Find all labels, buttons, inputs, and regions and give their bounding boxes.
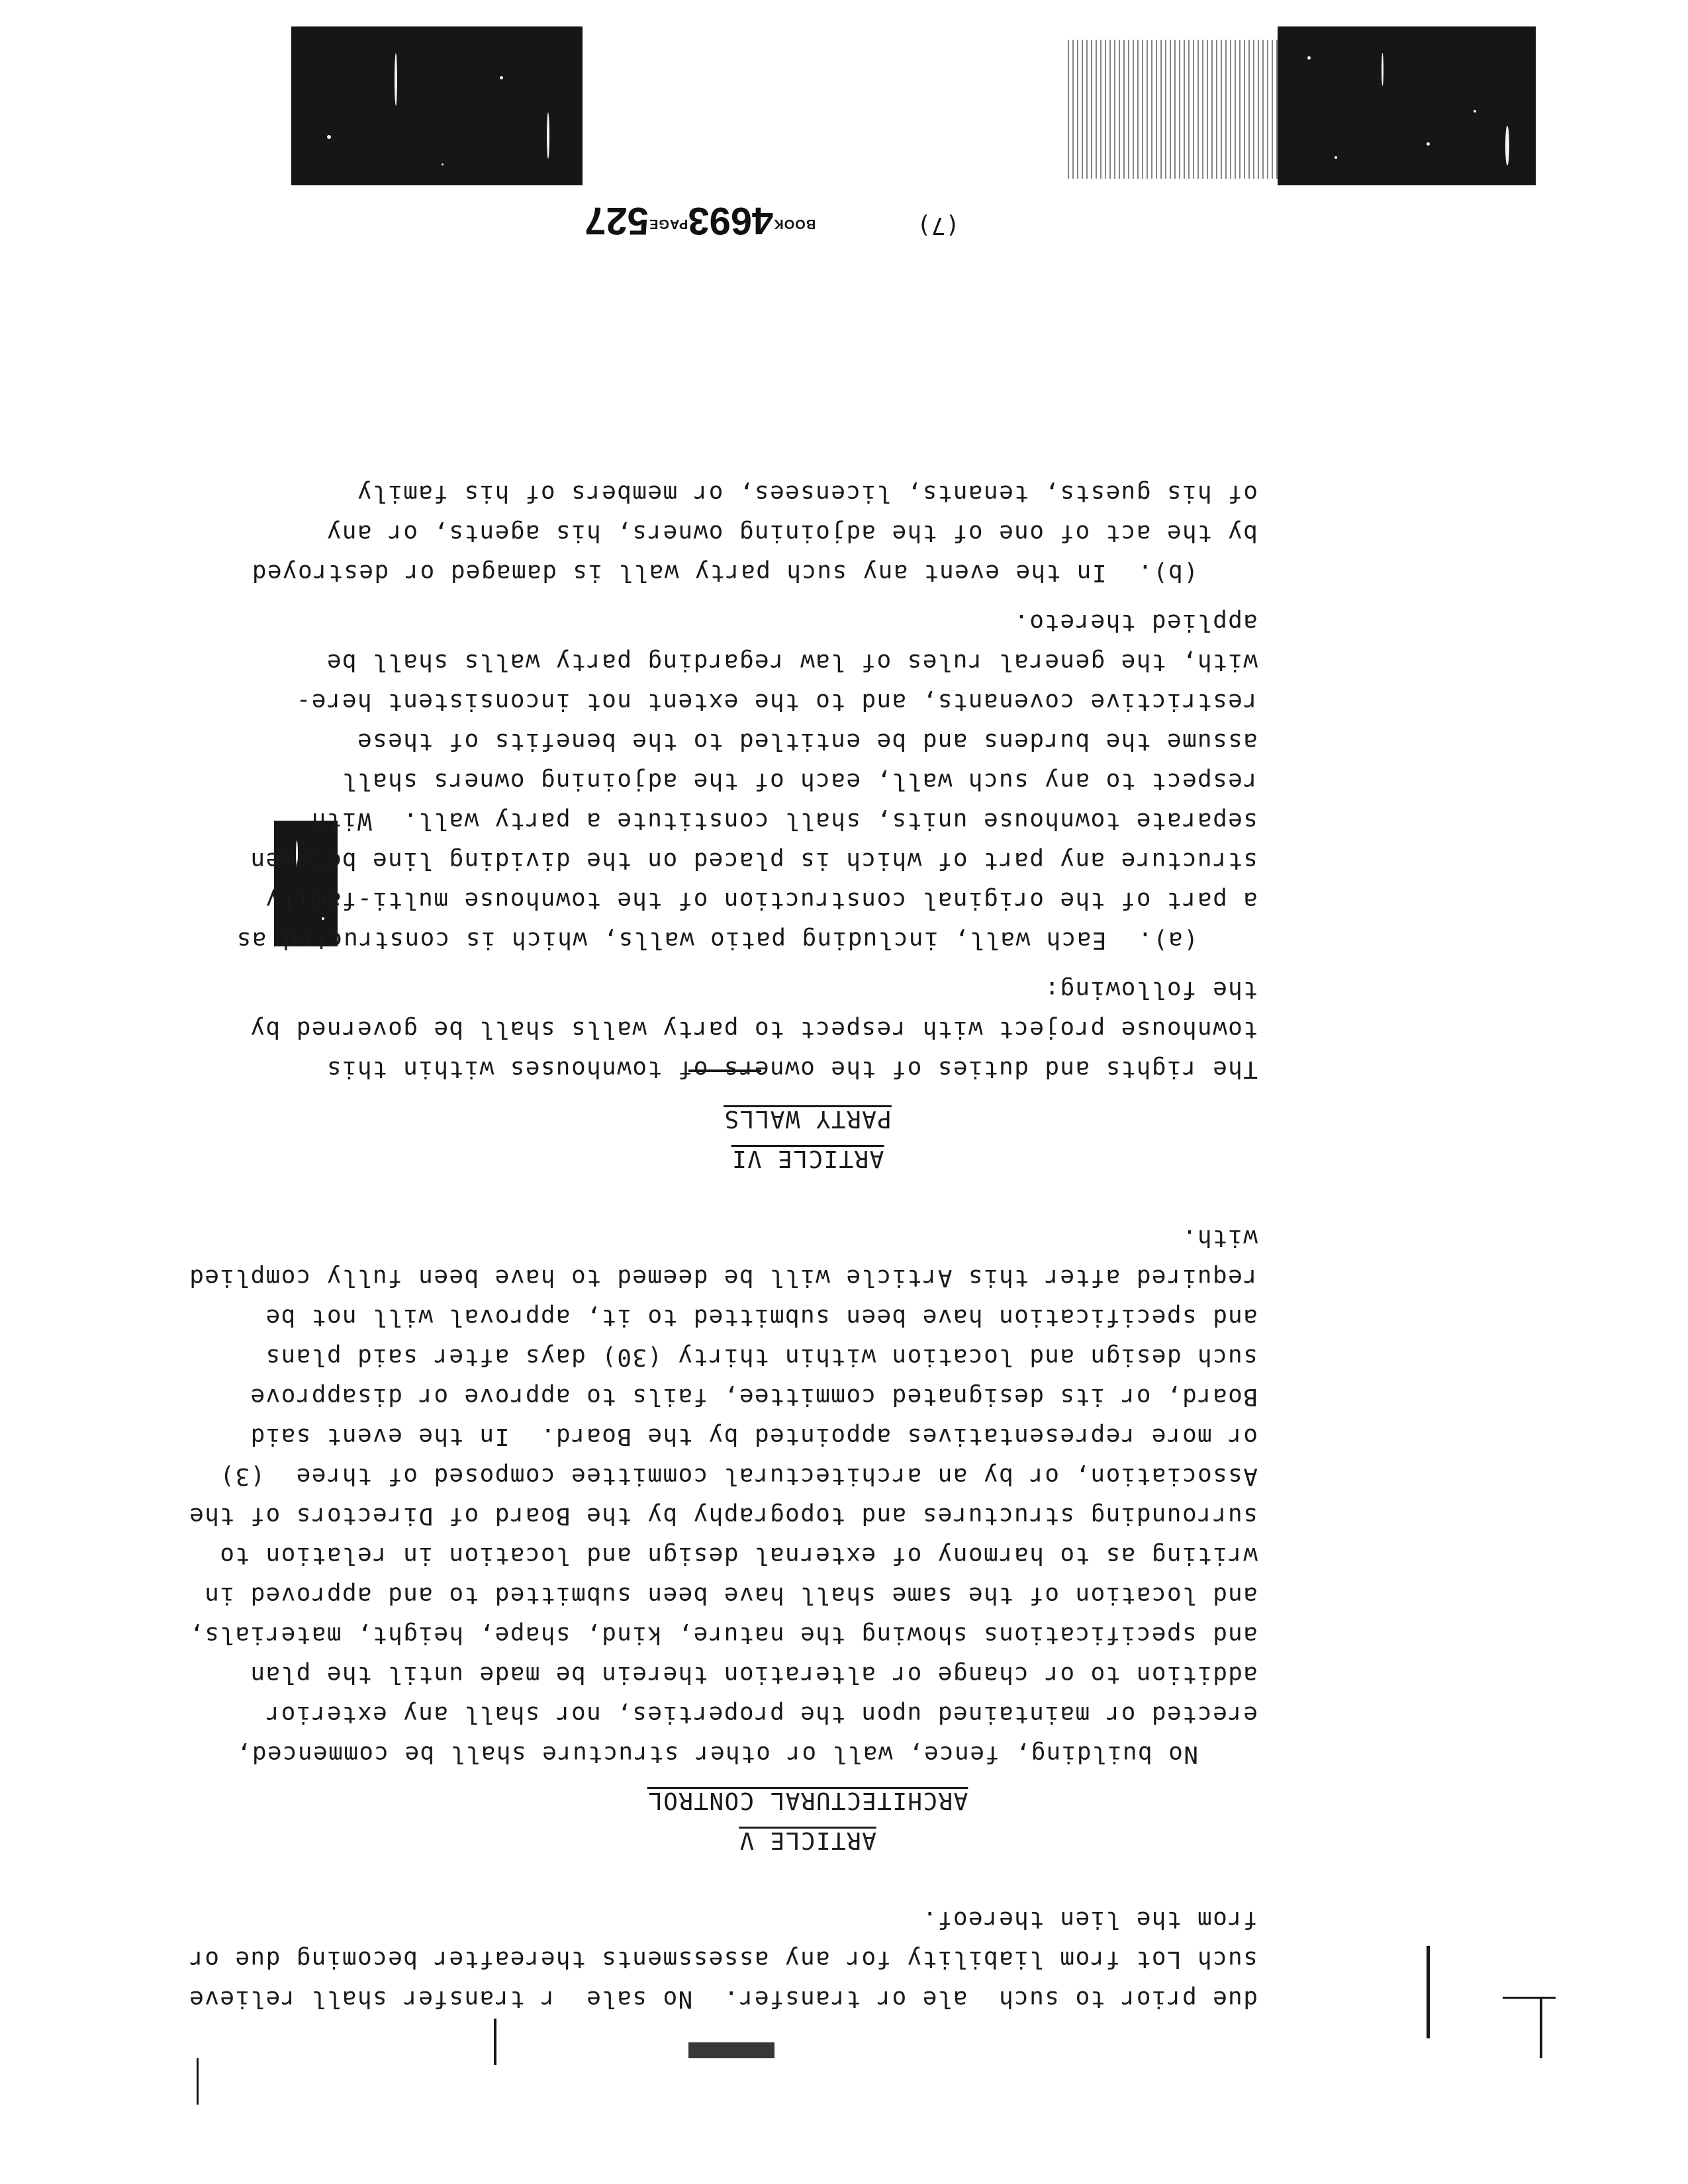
scan-mark-c: [1540, 1999, 1542, 2058]
body-line: erected or maintained upon the properties, nor shall any exterior: [265, 1701, 1258, 1728]
body-line: Association, or by an architectural committee composed of three (3): [218, 1463, 1258, 1490]
body-line: and specification have been submitted to it, approval will not be: [265, 1304, 1258, 1331]
body-line: (a). Each wall, including patio walls, which is constructed as: [236, 927, 1198, 954]
body-line: No building, fence, wall or other structure shall be commenced,: [236, 1741, 1198, 1768]
body-line: such design and location within thirty (30) days after said plans: [265, 1343, 1258, 1371]
stamp-page-label: PAGE: [648, 216, 688, 231]
body-line: with, the general rules of law regarding party walls shall be: [326, 649, 1258, 676]
body-line: and location of the same shall have been submitted to and approved in: [203, 1582, 1258, 1609]
body-line: such Lot from liability for any assessments thereafter becoming due or: [188, 1946, 1258, 1973]
scan-mark-e: [494, 2019, 496, 2065]
page-number: (7): [916, 212, 960, 239]
article-v-title: ARCHITECTURAL CONTROL: [647, 1787, 968, 1814]
body-line: by the act of one of the adjoining owners, his agents, or any: [326, 520, 1258, 547]
body-line: and specifications showing the nature, kind, shape, height, materials,: [188, 1621, 1258, 1649]
scan-blot-right: [291, 26, 583, 185]
body-line: writing as to harmony of external design and location in relation to: [218, 1542, 1258, 1569]
body-line: separate townhouse units, shall constitute a party wall. With: [310, 807, 1258, 835]
body-line: surrounding structures and topography by the Board of Directors of the: [188, 1502, 1258, 1529]
body-line: due prior to such ale or transfer. No sale r transfer shall relieve: [188, 1985, 1258, 2013]
scan-mark-f: [197, 2058, 199, 2105]
body-line: of his guests, tenants, licensees, or members of his family: [356, 480, 1258, 507]
body-line: the following:: [1043, 976, 1258, 1003]
body-line: townhouse project with respect to party walls shall be governed by: [250, 1016, 1258, 1043]
body-line: or more representatives appointed by the Board. In the event said: [250, 1423, 1258, 1450]
article-v-number: ARTICLE V: [739, 1827, 876, 1854]
stamp-book-number: 4693: [688, 199, 774, 242]
body-line: The rights and duties of the owners of townhouses within this: [326, 1056, 1258, 1083]
body-line: (b). In the event any such party wall is damaged or destroyed: [251, 559, 1198, 586]
scan-mark-g: [688, 2042, 774, 2058]
body-line: with.: [1181, 1224, 1258, 1251]
stamp-book-label: BOOK: [773, 216, 816, 231]
stamp-page-number: 527: [585, 199, 649, 242]
article-vi-number: ARTICLE VI: [731, 1145, 884, 1172]
scan-blot-left: [1278, 26, 1536, 185]
recording-stamp: [585, 187, 827, 255]
body-line: addition to or change or alteration therein be made until the plan: [250, 1661, 1258, 1688]
body-line: applied thereto.: [1013, 609, 1258, 636]
scan-mark-d: [1427, 1946, 1430, 2038]
body-line: Board, or its designated committee, fails to approve or disapprove: [250, 1383, 1258, 1410]
body-line: restrictive covenants, and to the extent not inconsistent here-: [295, 688, 1258, 715]
body-line: a part of the original construction of the townhouse multi-family: [265, 887, 1258, 914]
body-line: from the lien thereof.: [921, 1906, 1258, 1933]
body-line: required after this Article will be deemed to have been fully complied: [188, 1264, 1258, 1291]
scan-mark-b: [1503, 1997, 1556, 1999]
scan-noise-left: [1066, 40, 1278, 179]
body-line: structure any part of which is placed on the dividing line between: [250, 847, 1258, 874]
body-line: assume the burdens and be entitled to the benefits of these: [356, 728, 1258, 755]
article-vi-title: PARTY WALLS: [724, 1105, 892, 1132]
body-line: respect to any such wall, each of the adjoining owners shall: [341, 768, 1258, 795]
